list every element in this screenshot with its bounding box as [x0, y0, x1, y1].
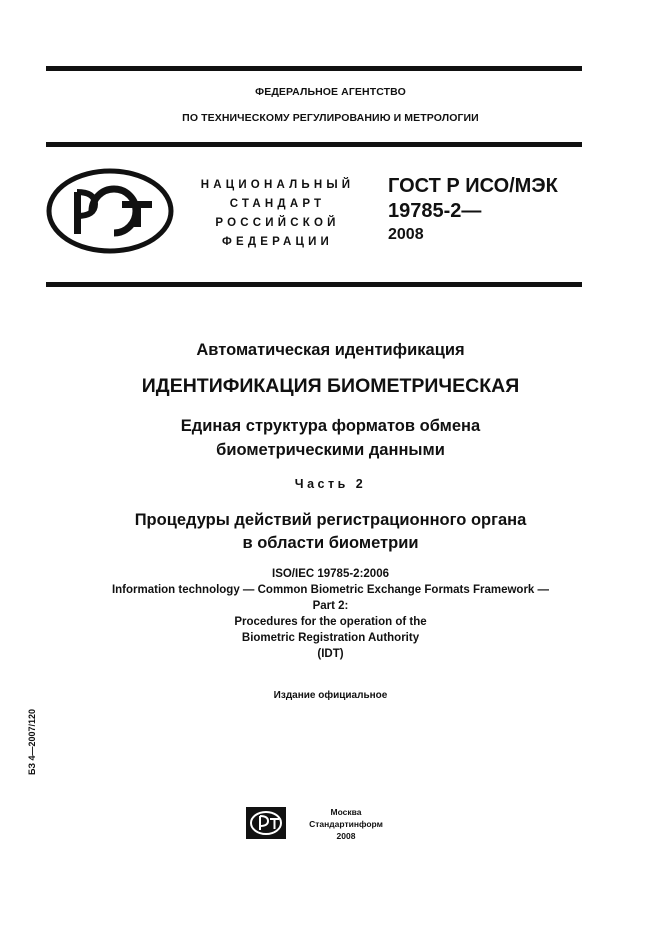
standard-type-line-4: ФЕДЕРАЦИИ — [221, 236, 334, 248]
title-line-2: ИДЕНТИФИКАЦИЯ БИОМЕТРИЧЕСКАЯ — [141, 375, 520, 397]
agency-line-1: ФЕДЕРАЛЬНОЕ АГЕНТСТВО — [255, 86, 406, 98]
standartinform-logo-icon — [246, 807, 286, 839]
title-line-5a: Процедуры действий регистрационного органа — [134, 511, 527, 529]
top-rule — [46, 66, 582, 71]
english-title-line-3: Procedures for the operation of the — [234, 616, 427, 628]
english-title-line-2: Part 2: — [312, 600, 349, 612]
title-line-5b: в области биометрии — [242, 534, 419, 552]
standard-type-line-3: РОССИЙСКОЙ — [215, 217, 340, 229]
publisher-year: 2008 — [336, 831, 356, 841]
gost-year: 2008 — [388, 226, 424, 243]
title-line-1: Автоматическая идентификация — [196, 341, 465, 359]
english-title-line-4: Biometric Registration Authority — [241, 632, 420, 644]
edition-label: Издание официальное — [273, 690, 388, 701]
gost-designation-line-2: 19785-2— — [388, 200, 482, 222]
gost-designation-line-1: ГОСТ Р ИСО/МЭК — [388, 175, 558, 197]
standard-type-line-1: НАЦИОНАЛЬНЫЙ — [200, 179, 355, 191]
publisher-city: Москва — [330, 807, 362, 817]
standard-type-block — [185, 176, 370, 252]
publisher-imprint — [296, 806, 396, 842]
rst-certification-logo-icon — [46, 168, 174, 254]
gost-designation — [388, 174, 558, 246]
title-line-3b: биометрическими данными — [216, 441, 445, 459]
publisher-name: Стандартинформ — [309, 819, 383, 829]
upper-header-rule — [46, 142, 582, 147]
lower-header-rule — [46, 282, 582, 287]
title-line-3a: Единая структура форматов обмена — [180, 417, 481, 435]
english-title-line-5: (IDT) — [317, 648, 344, 660]
side-code: БЗ 4—2007/120 — [27, 708, 37, 775]
iso-reference: ISO/IEC 19785-2:2006 — [272, 568, 389, 580]
agency-line-2: ПО ТЕХНИЧЕСКОМУ РЕГУЛИРОВАНИЮ И МЕТРОЛОГИИ — [182, 112, 479, 124]
part-label: Часть 2 — [294, 477, 367, 491]
standard-type-line-2: СТАНДАРТ — [229, 198, 326, 210]
english-title-line-1: Information technology — Common Biometric Exchange Formats Framework — — [111, 584, 550, 596]
